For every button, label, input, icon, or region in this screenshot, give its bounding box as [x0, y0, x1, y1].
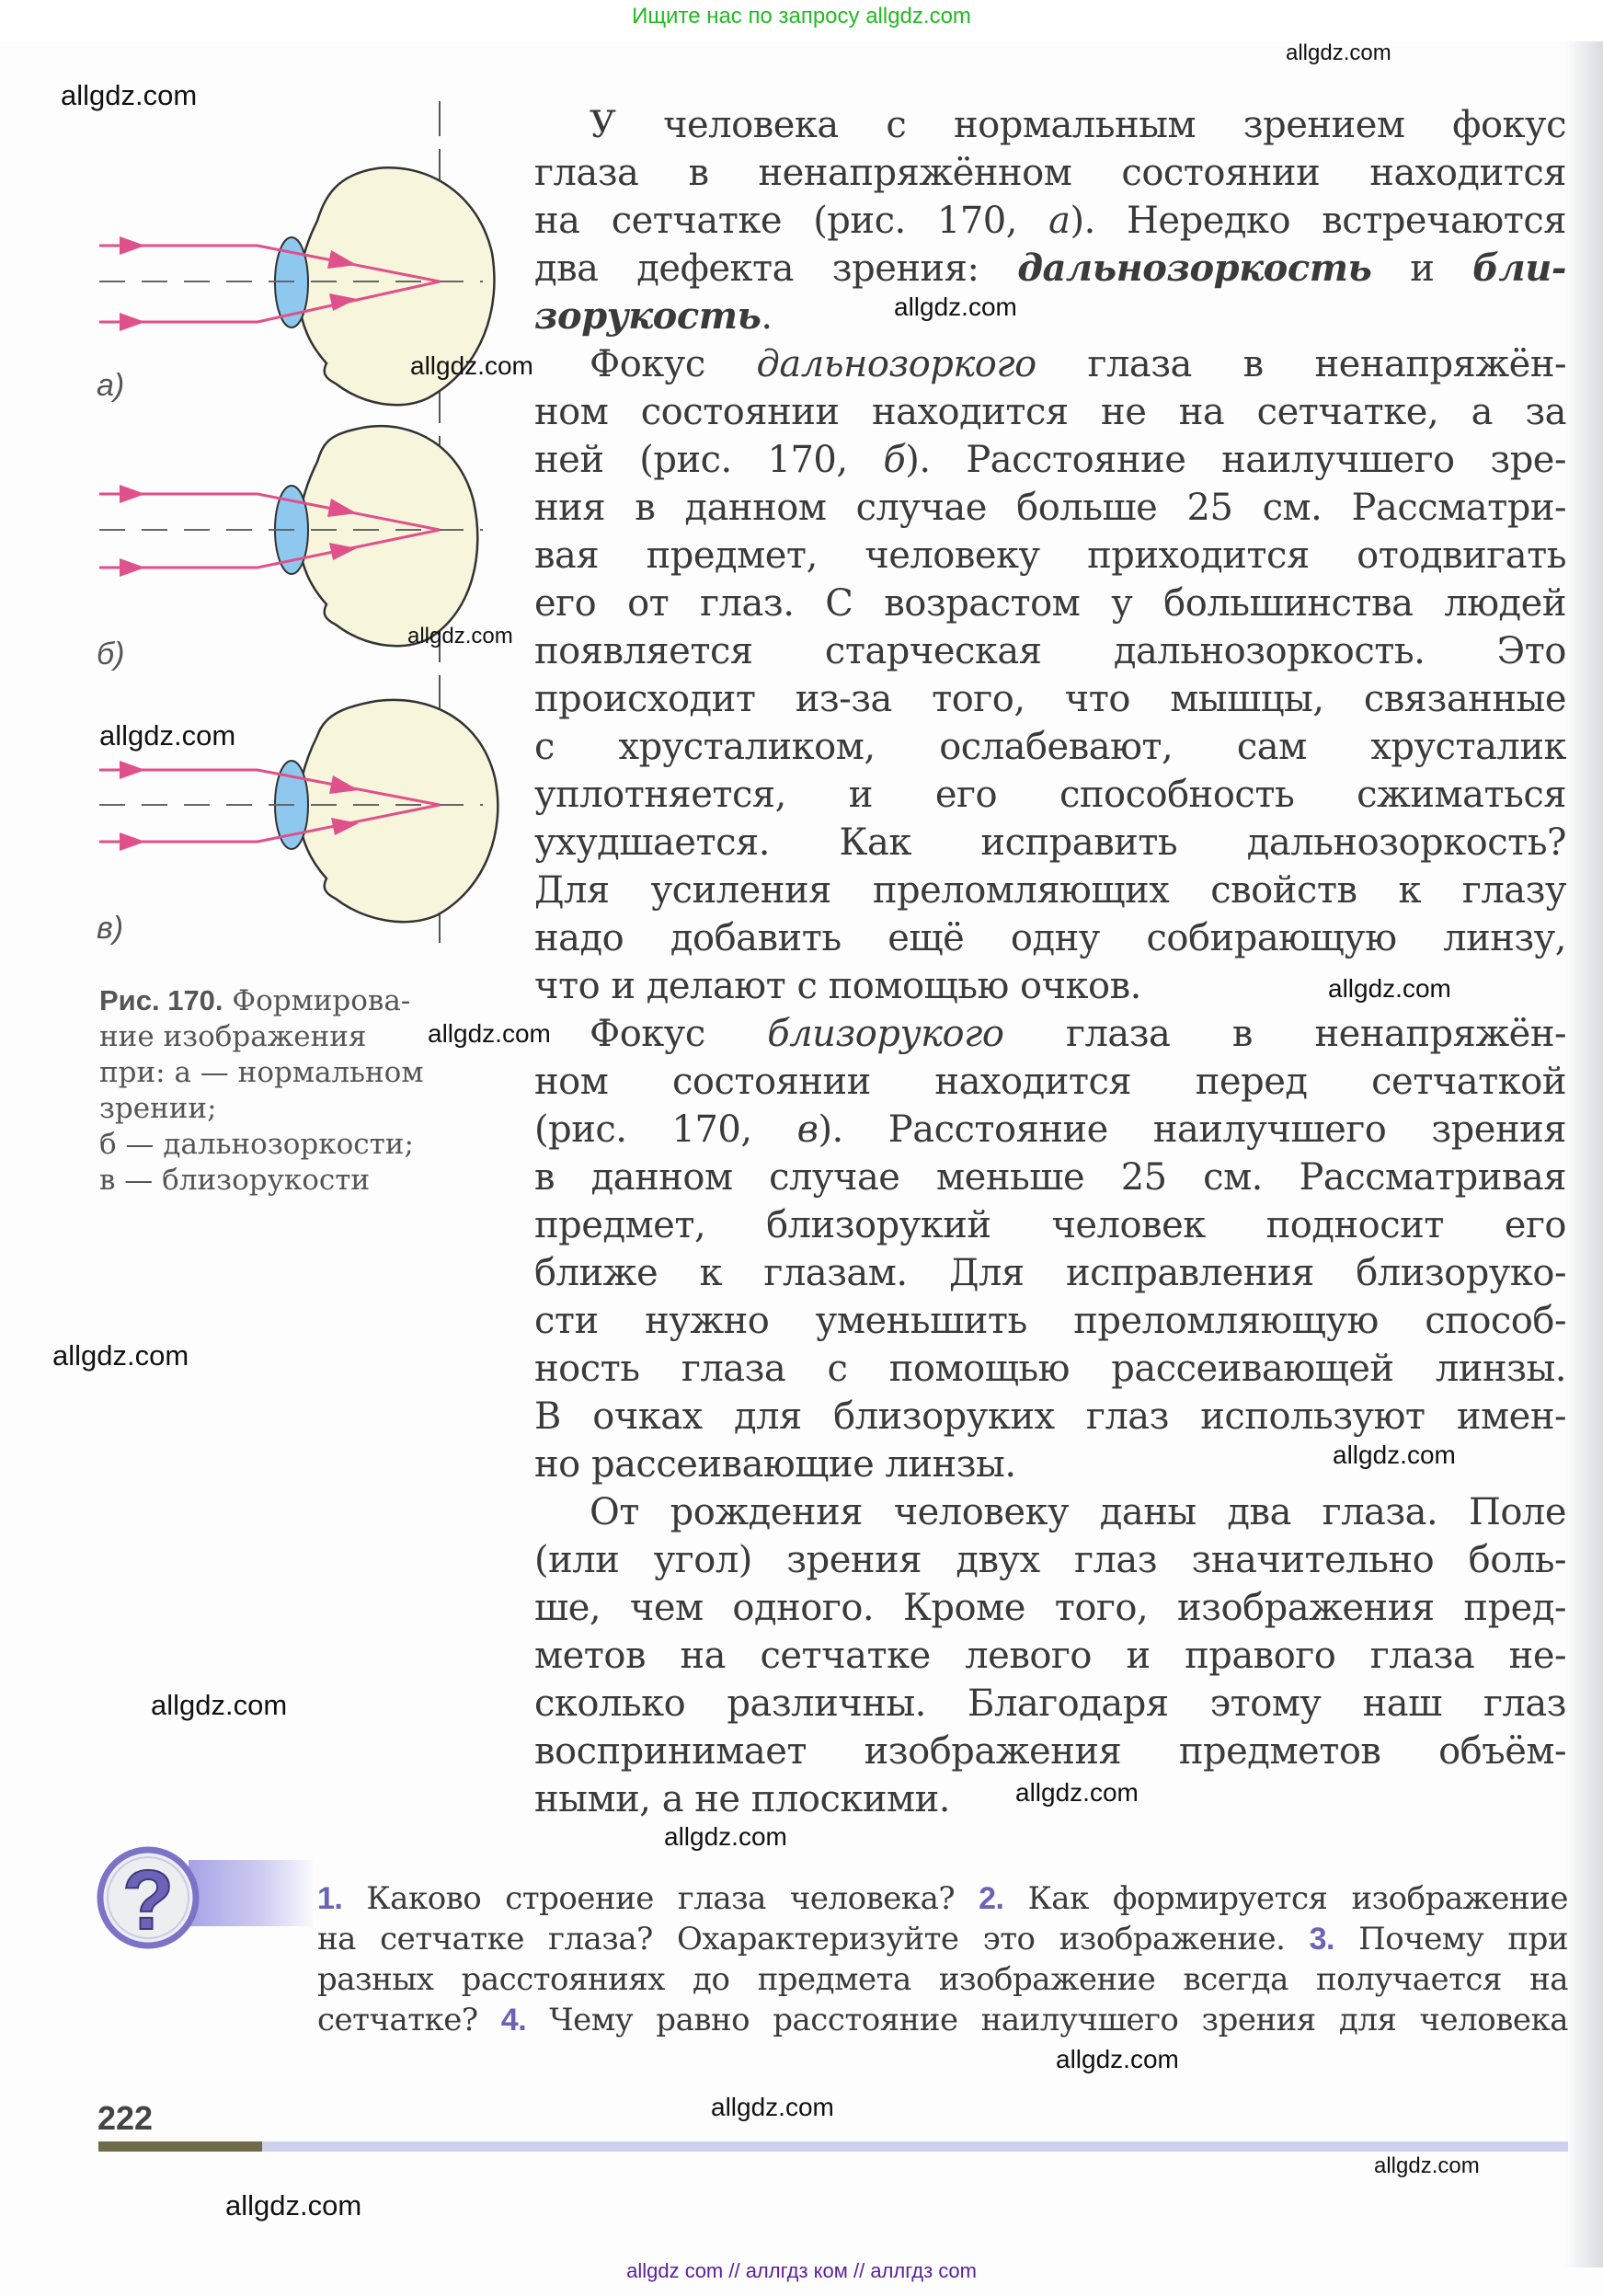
caption-head: Рис. 170.: [99, 984, 223, 1016]
footer-bar-accent: [98, 2141, 262, 2152]
body-line: метов на сетчатке левого и правого глаза не-: [534, 1635, 1566, 1677]
bottom-links[interactable]: allgdz com // аллгдз ком // аллгдз com: [626, 2259, 977, 2282]
watermark: allgdz.com: [52, 1339, 189, 1372]
body-line: Фокус дальнозоркого глаза в ненапряжён-: [590, 343, 1566, 385]
body-line: воспринимает изображения предметов объём-: [534, 1730, 1566, 1773]
caption-line: Формирова-: [223, 984, 411, 1017]
eye-diagrams: [83, 92, 506, 975]
svg-text:?: ?: [121, 1854, 175, 1947]
figure-170: [83, 92, 506, 975]
watermark: allgdz.com: [428, 1019, 551, 1048]
question-line: разных расстояниях до предмета изображение всегда получается на: [317, 1961, 1568, 1998]
watermark: allgdz.com: [225, 2189, 362, 2221]
watermark: allgdz.com: [1333, 1441, 1456, 1469]
body-line: сколько различны. Благодаря этому наш глаз: [534, 1682, 1566, 1725]
body-line: В очках для близоруких глаз используют имен-: [534, 1395, 1566, 1438]
question-mark-icon: [95, 1844, 210, 1955]
watermark: allgdz.com: [664, 1822, 787, 1851]
body-line: Для усиления преломляющих свойств к глазу: [534, 869, 1566, 912]
body-line: что и делают с помощью очков.: [534, 965, 1141, 1007]
body-line: ном состоянии находится перед сетчаткой: [534, 1061, 1566, 1103]
caption-line: б — дальнозоркости;: [99, 1128, 414, 1161]
body-line: ными, а не плоскими.: [534, 1778, 951, 1820]
question-number: 3.: [1309, 1922, 1334, 1957]
body-line: От рождения человеку даны два глаза. Поле: [590, 1491, 1566, 1533]
watermark: allgdz.com: [407, 624, 513, 649]
body-line: зорукость.: [534, 294, 773, 338]
panel-label-a: а): [97, 368, 125, 403]
body-line: Фокус близорукого глаза в ненапряжён-: [590, 1013, 1567, 1055]
eye-hyperopia-diagram: [99, 426, 483, 646]
watermark: allgdz.com: [99, 719, 236, 752]
figure-caption: [99, 982, 504, 1199]
watermark: allgdz.com: [1374, 2153, 1480, 2178]
body-line: ше, чем одного. Кроме того, изображения пред-: [534, 1587, 1566, 1629]
body-line: ния в данном случае больше 25 см. Рассматри-: [534, 487, 1566, 529]
body-line: (рис. 170, в). Расстояние наилучшего зрения: [534, 1108, 1567, 1151]
body-line: но рассеивающие линзы.: [534, 1443, 1016, 1486]
panel-label-b: б): [97, 637, 125, 672]
watermark: allgdz.com: [711, 2093, 834, 2121]
review-questions: [317, 1878, 1568, 2040]
body-line: предмет, близорукий человек подносит его: [534, 1204, 1566, 1246]
body-line: происходит из-за того, что мышцы, связанные: [534, 678, 1566, 720]
body-line: в данном случае меньше 25 см. Рассматривая: [534, 1156, 1566, 1199]
body-line: ухудшается. Как исправить дальнозоркость?: [534, 821, 1566, 864]
body-line: два дефекта зрения: дальнозоркость и бли-: [534, 247, 1566, 290]
page-edge-shadow: [1564, 41, 1603, 2267]
question-line: сетчатке? 4. Чему равно расстояние наилучшего зрения для человека: [317, 2002, 1568, 2038]
body-line: на сетчатке (рис. 170, а). Нередко встречаются: [534, 200, 1566, 242]
question-line: на сетчатке глаза? Охарактеризуйте это изображение. 3. Почему при: [317, 1921, 1568, 1957]
body-line: появляется старческая дальнозоркость. Это: [534, 630, 1566, 672]
body-line: ность глаза с помощью рассеивающей линзы.: [534, 1348, 1566, 1390]
body-line: ней (рис. 170, б). Расстояние наилучшего зре-: [534, 439, 1566, 481]
body-line: с хрусталиком, ослабевают, сам хрусталик: [534, 726, 1566, 768]
body-line: (или угол) зрения двух глаз значительно боль-: [534, 1539, 1566, 1581]
body-line: уплотняется, и его способность сжиматься: [534, 774, 1566, 816]
caption-line: в — близорукости: [99, 1164, 371, 1197]
page-number: 222: [97, 2099, 154, 2137]
watermark: allgdz.com: [61, 79, 198, 111]
body-line: вая предмет, человеку приходится отодвигать: [534, 534, 1566, 577]
watermark: allgdz.com: [1328, 974, 1451, 1003]
watermark: allgdz.com: [151, 1689, 288, 1721]
body-line: ном состоянии находится не на сетчатке, а за: [534, 391, 1566, 433]
top-banner[interactable]: Ищите нас по запросу allgdz.com: [632, 4, 971, 29]
watermark: allgdz.com: [894, 293, 1017, 321]
watermark: allgdz.com: [410, 351, 533, 380]
caption-line: ние изображения: [99, 1020, 367, 1053]
watermark: allgdz.com: [1056, 2045, 1179, 2073]
watermark: allgdz.com: [1286, 40, 1391, 65]
watermark: allgdz.com: [1015, 1778, 1139, 1807]
caption-line: при: а — нормальном: [99, 1056, 424, 1089]
panel-label-v: в): [97, 911, 124, 946]
body-line: глаза в ненапряжённом состоянии находится: [534, 152, 1566, 194]
body-line: ближе к глазам. Для исправления близоруко-: [534, 1252, 1566, 1294]
body-text: [534, 101, 1566, 1823]
body-line: сти нужно уменьшить преломляющую способ-: [534, 1300, 1566, 1342]
body-line: У человека с нормальным зрением фокус: [590, 104, 1566, 146]
caption-line: зрении;: [99, 1092, 217, 1125]
question-number: 1.: [317, 1881, 343, 1916]
question-number: 4.: [500, 2003, 527, 2038]
question-number: 2.: [979, 1881, 1004, 1916]
footer-bar: [98, 2141, 1568, 2152]
body-line: надо добавить ещё одну собирающую линзу,: [534, 917, 1566, 959]
question-line: 1. Каково строение глаза человека? 2. Как формируется изображение: [317, 1880, 1568, 1917]
body-line: его от глаз. С возрастом у большинства людей: [534, 582, 1566, 625]
